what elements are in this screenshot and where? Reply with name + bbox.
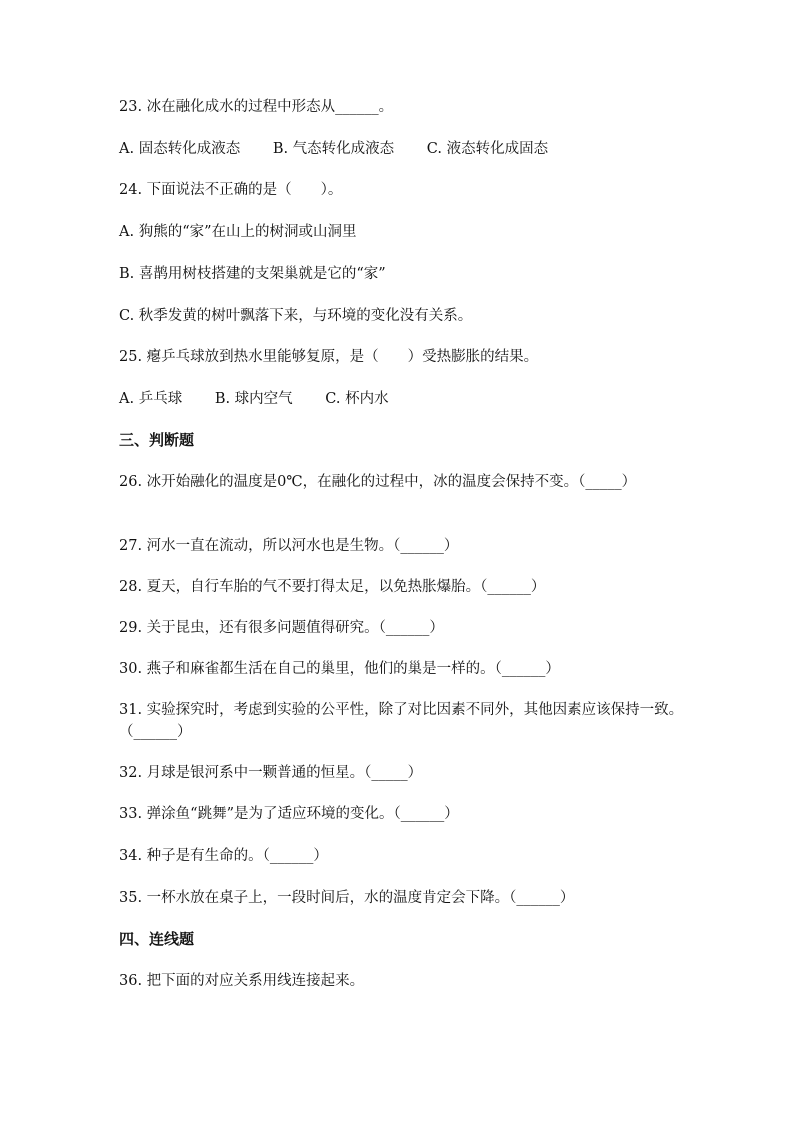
judgment-31: 31. 实验探究时，考虑到实验的公平性，除了对比因素不同外，其他因素应该保持一致。（______） [119, 702, 684, 740]
option-a: A. 乒乓球 [119, 391, 183, 407]
judgment-32: 32. 月球是银河系中一颗普通的恒星。（_____） [119, 765, 423, 781]
question-36: 36. 把下面的对应关系用线连接起来。 [119, 973, 365, 989]
question-23-options [119, 138, 699, 160]
judgment-26: 26. 冰开始融化的温度是0℃，在融化的过程中，冰的温度会保持不变。（_____） [119, 474, 637, 490]
option-b: B. 气态转化成液态 [272, 141, 395, 157]
judgment-35: 35. 一杯水放在桌子上，一段时间后，水的温度肯定会下降。（______） [119, 890, 575, 906]
judgment-30: 30. 燕子和麻雀都生活在自己的巢里，他们的巢是一样的。（______） [119, 661, 560, 677]
option-a: A. 固态转化成液态 [119, 141, 241, 157]
question-23: 23. 冰在融化成水的过程中形态从______。 [119, 99, 394, 115]
question-25: 25. 瘪乒乓球放到热水里能够复原，是（ ）受热膨胀的结果。 [119, 349, 539, 365]
section-heading-judgment: 三、判断题 [119, 431, 195, 449]
section-heading-matching: 四、连线题 [119, 930, 195, 948]
question-24: 24. 下面说法不正确的是（ ）。 [119, 182, 343, 198]
judgment-28: 28. 夏天，自行车胎的气不要打得太足，以免热胀爆胎。（______） [119, 579, 546, 595]
judgment-33: 33. 弹涂鱼“跳舞”是为了适应环境的变化。（______） [119, 806, 459, 822]
option-c: C. 液态转化成固态 [426, 141, 549, 157]
judgment-34: 34. 种子是有生命的。（______） [119, 848, 328, 864]
question-24-option-c: C. 秋季发黄的树叶飘落下来，与环境的变化没有关系。 [119, 308, 473, 324]
question-24-option-a: A. 狗熊的“家”在山上的树洞或山洞里 [119, 224, 357, 240]
option-c: C. 杯内水 [325, 391, 389, 407]
judgment-27: 27. 河水一直在流动，所以河水也是生物。（______） [119, 538, 459, 554]
option-b: B. 球内空气 [214, 391, 293, 407]
judgment-29: 29. 关于昆虫，还有很多问题值得研究。（______） [119, 620, 444, 636]
question-25-options [119, 388, 699, 410]
question-24-option-b: B. 喜鹊用树枝搭建的支架巢就是它的“家” [119, 266, 386, 282]
